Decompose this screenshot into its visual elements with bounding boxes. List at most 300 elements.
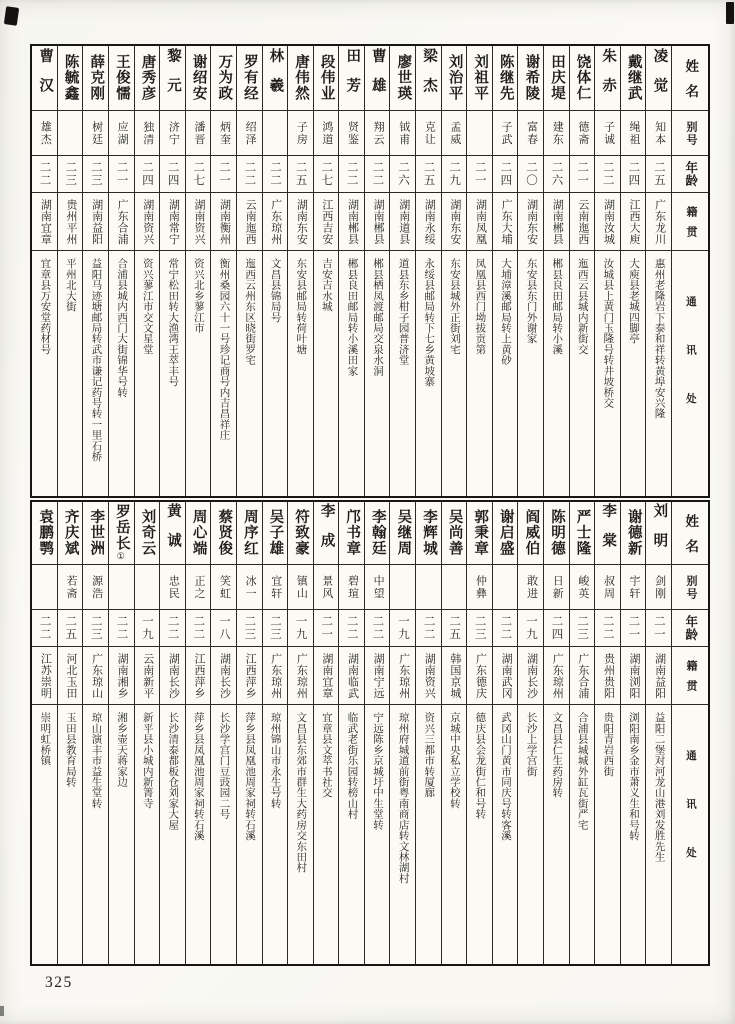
person-name: 朱赤 (600, 48, 617, 108)
person-name: 李世洲 (88, 509, 105, 557)
age-cell (390, 610, 415, 647)
person-address: 合浦县城内西门大街锦华号转 (116, 258, 128, 398)
age-cell (160, 156, 185, 193)
name-cell (288, 502, 313, 565)
person-alias: 知本 (653, 120, 666, 146)
person-origin: 广东琼山 (90, 652, 103, 699)
person-address: 萍乡县凤凰池周家祠转石溪 (244, 712, 256, 841)
person-age: 二五 (422, 161, 435, 187)
address-cell (186, 705, 211, 964)
person-address: 益阳二堡对河龙山港刘发胜先生 (653, 712, 665, 862)
address-cell (544, 251, 569, 496)
origin-cell (58, 647, 83, 705)
person-origin: 广东琼州 (551, 652, 564, 699)
alias-cell (442, 565, 467, 610)
person-age: 二三 (89, 161, 102, 187)
person-age: 二五 (652, 161, 665, 187)
address-cell (160, 251, 185, 496)
roster-entry-column (518, 502, 544, 964)
roster-entry-column (595, 46, 621, 496)
age-cell (237, 156, 262, 193)
origin-cell (263, 193, 288, 251)
person-name: 罗有经 (241, 54, 258, 102)
person-age: 二二 (115, 615, 128, 641)
age-cell (621, 156, 646, 193)
alias-cell (595, 111, 620, 156)
alias-cell (263, 111, 288, 156)
person-name: 邝书章 (344, 509, 361, 557)
person-alias: 济宁 (167, 120, 180, 146)
scan-artifact-top-left (4, 6, 19, 26)
roster-entry-column (160, 502, 186, 964)
age-cell (646, 610, 671, 647)
origin-cell (237, 193, 262, 251)
address-cell (493, 705, 518, 964)
origin-cell (570, 193, 595, 251)
origin-cell (135, 193, 160, 251)
person-address: 琼州府城道前街粤南商店转文林湖村 (397, 712, 409, 884)
person-name: 王俊懦 (113, 54, 130, 102)
origin-cell (135, 647, 160, 705)
roster-entry-column (32, 46, 58, 496)
age-cell (32, 156, 57, 193)
person-name: 唐伟然 (293, 54, 309, 102)
name-cell (186, 502, 211, 565)
name-cell (390, 46, 415, 111)
origin-cell (646, 193, 671, 251)
person-alias: 树廷 (90, 120, 103, 146)
address-cell (493, 251, 518, 496)
origin-cell (467, 647, 492, 705)
person-alias: 翔云 (372, 120, 385, 146)
alias-cell (211, 565, 236, 610)
address-cell (442, 251, 467, 496)
name-cell (646, 502, 671, 565)
name-cell (442, 46, 467, 111)
origin-cell (570, 647, 595, 705)
origin-cell (518, 647, 543, 705)
person-name: 刘祖平 (472, 54, 489, 102)
person-alias: 雄杰 (39, 120, 52, 146)
address-cell (544, 705, 569, 964)
person-alias: 中望 (372, 574, 385, 600)
person-address: 文昌县仁生药房转 (551, 712, 563, 798)
address-cell (416, 705, 441, 964)
name-cell (544, 502, 569, 565)
name-cell (211, 502, 236, 565)
person-age: 二九 (448, 161, 461, 187)
age-cell (211, 610, 236, 647)
age-cell (237, 610, 262, 647)
person-alias: 源浩 (90, 574, 103, 600)
origin-cell (595, 647, 620, 705)
roster-entry-column (211, 46, 237, 496)
person-address: 吉安吉水城 (320, 258, 332, 312)
person-name: 凌觉 (651, 48, 668, 108)
person-age: 二三 (243, 615, 256, 641)
age-cell (58, 156, 83, 193)
alias-cell (570, 565, 595, 610)
address-cell (621, 251, 646, 496)
person-origin: 湖南长沙 (167, 652, 180, 699)
person-name: 谢德新 (625, 509, 642, 557)
person-address: 浏阳南乡金市萧义生和号转 (627, 712, 639, 841)
person-name: 阎威伯 (523, 509, 540, 557)
person-address: 郴县良田邮局转小溪 (551, 258, 563, 355)
person-address: 惠州老隆岩下泰和祥转黄埠安兴隆 (653, 258, 665, 419)
scan-artifact-bottom-left (0, 1006, 4, 1016)
address-cell (518, 705, 543, 964)
address-cell (314, 251, 339, 496)
age-cell (595, 610, 620, 647)
person-alias: 忠民 (167, 574, 180, 600)
alias-cell (186, 565, 211, 610)
alias-cell (314, 111, 339, 156)
person-address: 宜章县文萃书社交 (320, 712, 332, 798)
person-alias: 若斋 (64, 574, 77, 600)
person-origin: 湖南汝城 (602, 198, 615, 245)
person-alias: 子武 (500, 120, 513, 146)
person-address: 长沙清泰都板仓刘家大屋 (167, 712, 179, 830)
alias-cell (288, 111, 313, 156)
person-name: 田芳 (344, 48, 361, 108)
origin-cell (288, 193, 313, 251)
person-address: 萍乡县凤凰池周家祠转石溪 (192, 712, 204, 841)
alias-cell (237, 565, 262, 610)
address-cell (83, 705, 108, 964)
origin-cell (518, 193, 543, 251)
header-origin-cell: 籍贯 (672, 647, 708, 705)
person-address: 宁远陈乡京城圩中生堂转 (372, 712, 384, 830)
roster-entry-column (83, 502, 109, 964)
age-cell (186, 610, 211, 647)
person-origin: 云南迤西 (576, 198, 589, 245)
origin-cell (314, 193, 339, 251)
roster-entry-column (32, 502, 58, 964)
person-name: 陈毓鑫 (62, 54, 79, 102)
person-alias: 笑虹 (218, 574, 231, 600)
alias-cell (518, 565, 543, 610)
person-alias: 钺甫 (397, 120, 410, 146)
person-origin: 湖南东安 (448, 198, 461, 245)
person-origin: 湖南宜章 (320, 652, 333, 699)
person-age: 二二 (371, 161, 384, 187)
age-cell (621, 610, 646, 647)
origin-cell (493, 193, 518, 251)
name-cell (32, 46, 57, 111)
person-age: 二二 (601, 615, 614, 641)
roster-entry-column (211, 502, 237, 964)
roster-entry-column (314, 46, 340, 496)
person-name: 刘明 (651, 503, 668, 563)
origin-cell (365, 193, 390, 251)
person-origin: 湖南浏阳 (628, 652, 641, 699)
person-name: 曹雄 (369, 48, 386, 108)
name-cell (211, 46, 236, 111)
page-number: 325 (45, 974, 73, 991)
header-name-cell: 姓名 (672, 502, 708, 565)
person-alias: 绍泽 (244, 120, 257, 146)
origin-cell (109, 647, 134, 705)
person-alias: 炳奎 (218, 120, 231, 146)
roster-entry-column (442, 502, 468, 964)
age-cell (314, 156, 339, 193)
roster-entry-column (646, 502, 672, 964)
person-origin: 湖南常宁 (167, 198, 180, 245)
person-origin: 湖南资兴 (141, 198, 154, 245)
person-alias: 建东 (551, 120, 564, 146)
person-origin: 云南迤西 (244, 198, 257, 245)
origin-cell (646, 647, 671, 705)
person-name: 李辉城 (420, 509, 437, 557)
origin-cell (211, 193, 236, 251)
person-age: 二一 (652, 615, 665, 641)
person-alias: 仲彝 (474, 574, 487, 600)
name-cell (493, 502, 518, 565)
address-cell (109, 251, 134, 496)
roster-entry-column (263, 46, 289, 496)
person-alias: 贤鉴 (346, 120, 359, 146)
age-cell (211, 156, 236, 193)
alias-cell (288, 565, 313, 610)
person-age: 二五 (64, 615, 77, 641)
name-cell (442, 502, 467, 565)
person-alias: 应湖 (116, 120, 129, 146)
person-address: 贵阳青岩西街 (602, 712, 614, 777)
person-age: 一九 (396, 615, 409, 641)
person-origin: 湖南郴县 (551, 198, 564, 245)
person-alias: 碧瑄 (346, 574, 359, 600)
origin-cell (109, 193, 134, 251)
person-age: 二三 (64, 161, 77, 187)
person-name: 饶体仁 (574, 54, 591, 102)
person-name: 薛克刚 (88, 54, 105, 102)
address-cell (58, 705, 83, 964)
person-origin: 湖南郴县 (372, 198, 385, 245)
address-cell (288, 251, 313, 496)
age-cell (570, 156, 595, 193)
address-cell (518, 251, 543, 496)
person-address: 汝城县上黄门玉隆号转井坡桥交 (602, 258, 614, 408)
address-cell (646, 705, 671, 964)
roster-entry-column (314, 502, 340, 964)
origin-cell (442, 193, 467, 251)
person-address: 文昌县东郊市群生大药房交东田村 (295, 712, 307, 873)
alias-cell (339, 565, 364, 610)
alias-cell (32, 565, 57, 610)
address-cell (467, 705, 492, 964)
name-cell (237, 502, 262, 565)
name-cell (314, 502, 339, 565)
person-age: 二一 (627, 615, 640, 641)
person-age: 二二 (243, 161, 256, 187)
person-origin: 湖南郴县 (346, 198, 359, 245)
person-age: 一九 (294, 615, 307, 641)
person-alias: 德斋 (576, 120, 589, 146)
alias-cell (390, 111, 415, 156)
header-name-cell: 姓名 (672, 46, 708, 111)
address-cell (365, 705, 390, 964)
age-cell (32, 610, 57, 647)
person-alias: 镇山 (295, 574, 308, 600)
person-name: 廖世瑛 (395, 54, 412, 102)
header-address-cell: 通讯处 (684, 749, 696, 895)
roster-entry-column (518, 46, 544, 496)
person-alias: 鸿道 (320, 120, 333, 146)
name-cell (83, 46, 108, 111)
age-cell (365, 610, 390, 647)
origin-cell (288, 647, 313, 705)
person-address: 常宁松田转大渔湾王萃丰号 (167, 258, 179, 387)
alias-cell (467, 111, 492, 156)
name-cell (314, 46, 339, 111)
person-age: 二二 (371, 615, 384, 641)
alias-cell (135, 111, 160, 156)
person-address: 资兴三都市转厦廊 (423, 712, 435, 798)
address-cell (314, 705, 339, 964)
person-origin: 湖南资兴 (423, 652, 436, 699)
person-age: 二二 (269, 161, 281, 187)
person-age: 二一 (576, 161, 589, 187)
age-cell (109, 610, 134, 647)
address-cell (288, 705, 313, 964)
person-origin: 广东大埔 (500, 198, 513, 245)
person-alias: 剑刚 (653, 574, 666, 600)
name-cell (160, 46, 185, 111)
roster-entry-column (621, 502, 647, 964)
address-cell (339, 705, 364, 964)
person-name: 李翰廷 (369, 509, 386, 557)
person-age: 一九 (141, 615, 154, 641)
address-cell (263, 705, 288, 964)
person-name: 吴尚善 (446, 509, 463, 557)
person-name: 蔡贤俊 (216, 509, 233, 557)
person-name: 李成 (318, 503, 335, 563)
age-cell (288, 610, 313, 647)
name-cell (493, 46, 518, 111)
origin-cell (467, 193, 492, 251)
person-alias: 潘晋 (192, 120, 205, 146)
name-cell (339, 46, 364, 111)
person-address: 长沙学宫门豆豉园二号 (218, 712, 230, 820)
person-alias: 敢进 (525, 574, 538, 600)
address-cell (595, 705, 620, 964)
person-age: 二二 (345, 615, 358, 641)
address-cell (32, 705, 57, 964)
person-origin: 湖南临武 (346, 652, 359, 699)
person-alias: 叔周 (602, 574, 615, 600)
person-origin: 江西大庾 (628, 198, 641, 245)
roster-entry-column (160, 46, 186, 496)
person-origin: 江苏崇明 (39, 652, 52, 699)
person-name: 黄诚 (165, 503, 182, 563)
person-age: 二二 (192, 615, 205, 641)
person-origin: 湖南宜章 (39, 198, 52, 245)
person-name: 唐秀彦 (139, 54, 156, 102)
person-origin: 湖南永绥 (423, 198, 436, 245)
person-age: 二四 (550, 615, 563, 641)
person-origin: 韩国京城 (448, 652, 461, 699)
person-name: 林羲 (267, 48, 284, 108)
roster-entry-column (390, 46, 416, 496)
age-cell (416, 610, 441, 647)
address-cell (570, 251, 595, 496)
age-cell (442, 156, 467, 193)
person-address: 道县东乡柑子园普济堂 (397, 258, 409, 366)
person-address: 资兴蓼江市交文星堂 (141, 258, 153, 355)
address-cell (416, 251, 441, 496)
name-cell (160, 502, 185, 565)
person-age: 一九 (524, 615, 537, 641)
person-address: 平州北大街 (64, 258, 76, 312)
origin-cell (83, 193, 108, 251)
roster-entry-column (186, 502, 212, 964)
person-name: 谢启盛 (497, 509, 514, 557)
origin-cell (621, 647, 646, 705)
header-origin-cell: 籍贯 (672, 193, 708, 251)
name-cell (518, 46, 543, 111)
person-origin: 广东合浦 (576, 652, 589, 699)
roster-entry-column (186, 46, 212, 496)
roster-entry-column (365, 502, 391, 964)
origin-cell (160, 193, 185, 251)
name-cell (621, 502, 646, 565)
roster-entry-column (390, 502, 416, 964)
name-cell (186, 46, 211, 111)
roster-entry-column (416, 46, 442, 496)
person-origin: 广东合浦 (116, 198, 129, 245)
roster-entry-column (83, 46, 109, 496)
person-age: 二五 (448, 615, 461, 641)
person-origin: 湖南东安 (525, 198, 538, 245)
origin-cell (237, 647, 262, 705)
person-origin: 贵州贵阳 (602, 652, 615, 699)
roster-entry-column (135, 502, 161, 964)
person-address: 衡州桑园六十一号珍记商号内吉昌祥庄 (218, 258, 230, 441)
person-name: 周心端 (190, 509, 207, 557)
person-age: 二四 (166, 161, 179, 187)
age-cell (58, 610, 83, 647)
origin-cell (416, 193, 441, 251)
age-cell (518, 156, 543, 193)
person-age: 二七 (320, 161, 333, 187)
name-cell (83, 502, 108, 565)
roster-entry-column (595, 502, 621, 964)
person-name: 曹汉 (37, 48, 54, 108)
person-alias: 宜轩 (269, 574, 282, 600)
roster-entry-column (135, 46, 161, 496)
name-cell (109, 46, 134, 111)
name-cell (595, 502, 620, 565)
alias-cell (32, 111, 57, 156)
person-address: 凤凰县西门坳拔贡第 (474, 258, 486, 355)
address-cell (570, 705, 595, 964)
roster-entry-column (416, 502, 442, 964)
origin-cell (314, 647, 339, 705)
alias-cell (83, 565, 108, 610)
name-cell (135, 46, 160, 111)
alias-cell (160, 565, 185, 610)
person-age: 二七 (192, 161, 205, 187)
person-origin: 广东琼州 (269, 652, 282, 699)
alias-cell (314, 565, 339, 610)
person-name: 罗岳长 (113, 504, 130, 552)
person-age: 二二 (422, 615, 435, 641)
roster-entry-column (288, 502, 314, 964)
alias-cell (416, 111, 441, 156)
roster-entry-column (237, 46, 263, 496)
person-name: 刘治平 (446, 54, 463, 102)
